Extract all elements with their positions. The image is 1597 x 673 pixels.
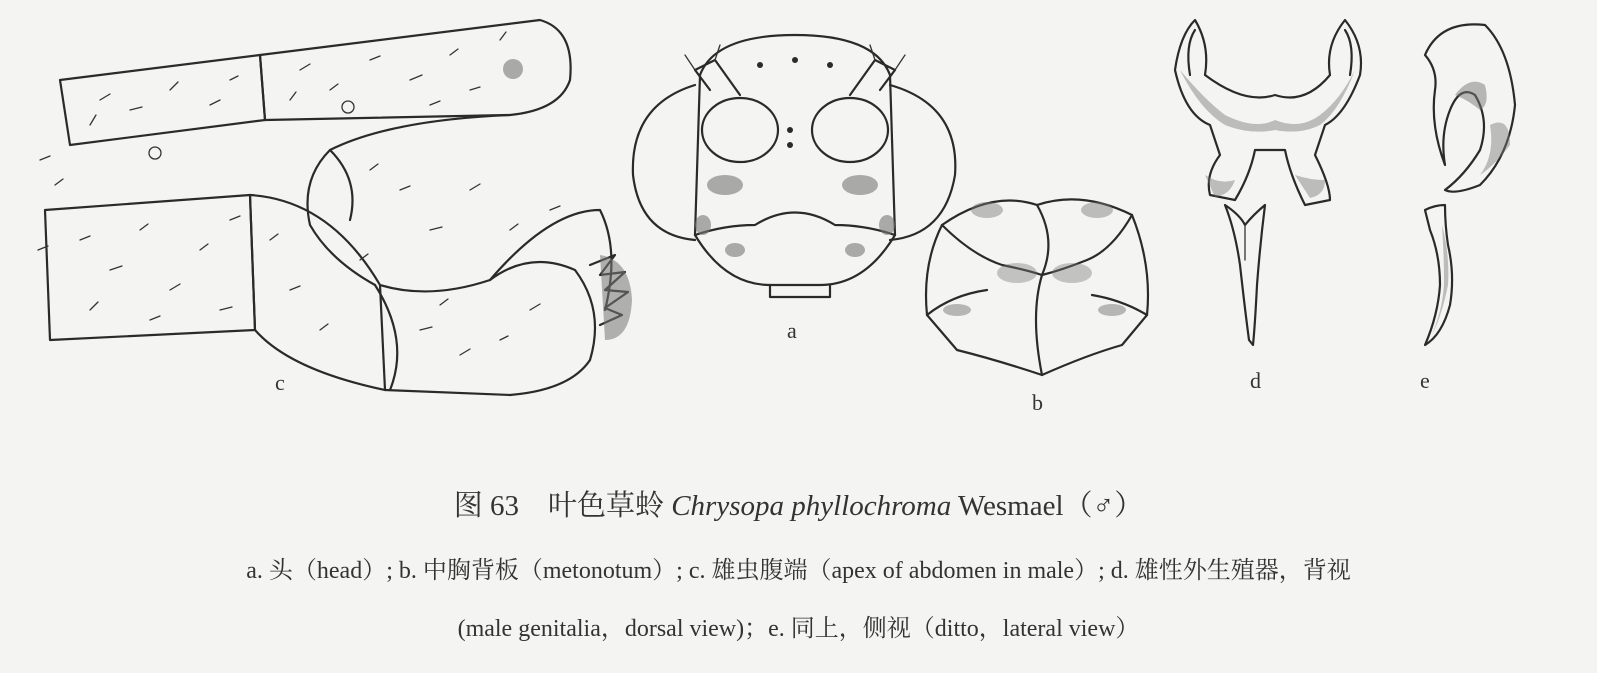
figure-legend-line-1: a. 头（head）; b. 中胸背板（metonotum）; c. 雄虫腹端（apex of abdomen in male）; d. 雄性外生殖器，背视 xyxy=(246,558,1351,584)
figure-title-prefix: 图 63 叶色草蛉 xyxy=(453,490,672,522)
panel-e-label: e xyxy=(1420,368,1430,393)
panel-e-genitalia-lateral-drawing xyxy=(1410,15,1530,393)
panel-b-label: b xyxy=(1032,390,1043,415)
species-name: Chrysopa phyllochroma xyxy=(671,490,952,522)
panel-a-label: a xyxy=(787,318,797,343)
panel-c-abdomen-drawing xyxy=(30,10,630,410)
panel-b-metanotum-drawing xyxy=(912,185,1162,415)
figure-legend-line-2: (male genitalia，dorsal view)；e. 同上，侧视（ditto，lateral view） xyxy=(457,616,1140,642)
panel-d-label: d xyxy=(1250,368,1261,393)
figure-title-suffix: Wesmael（♂） xyxy=(951,490,1144,522)
panel-c-label: c xyxy=(275,370,285,395)
panel-d-genitalia-dorsal-drawing xyxy=(1165,15,1375,393)
figure-title xyxy=(0,483,1597,524)
